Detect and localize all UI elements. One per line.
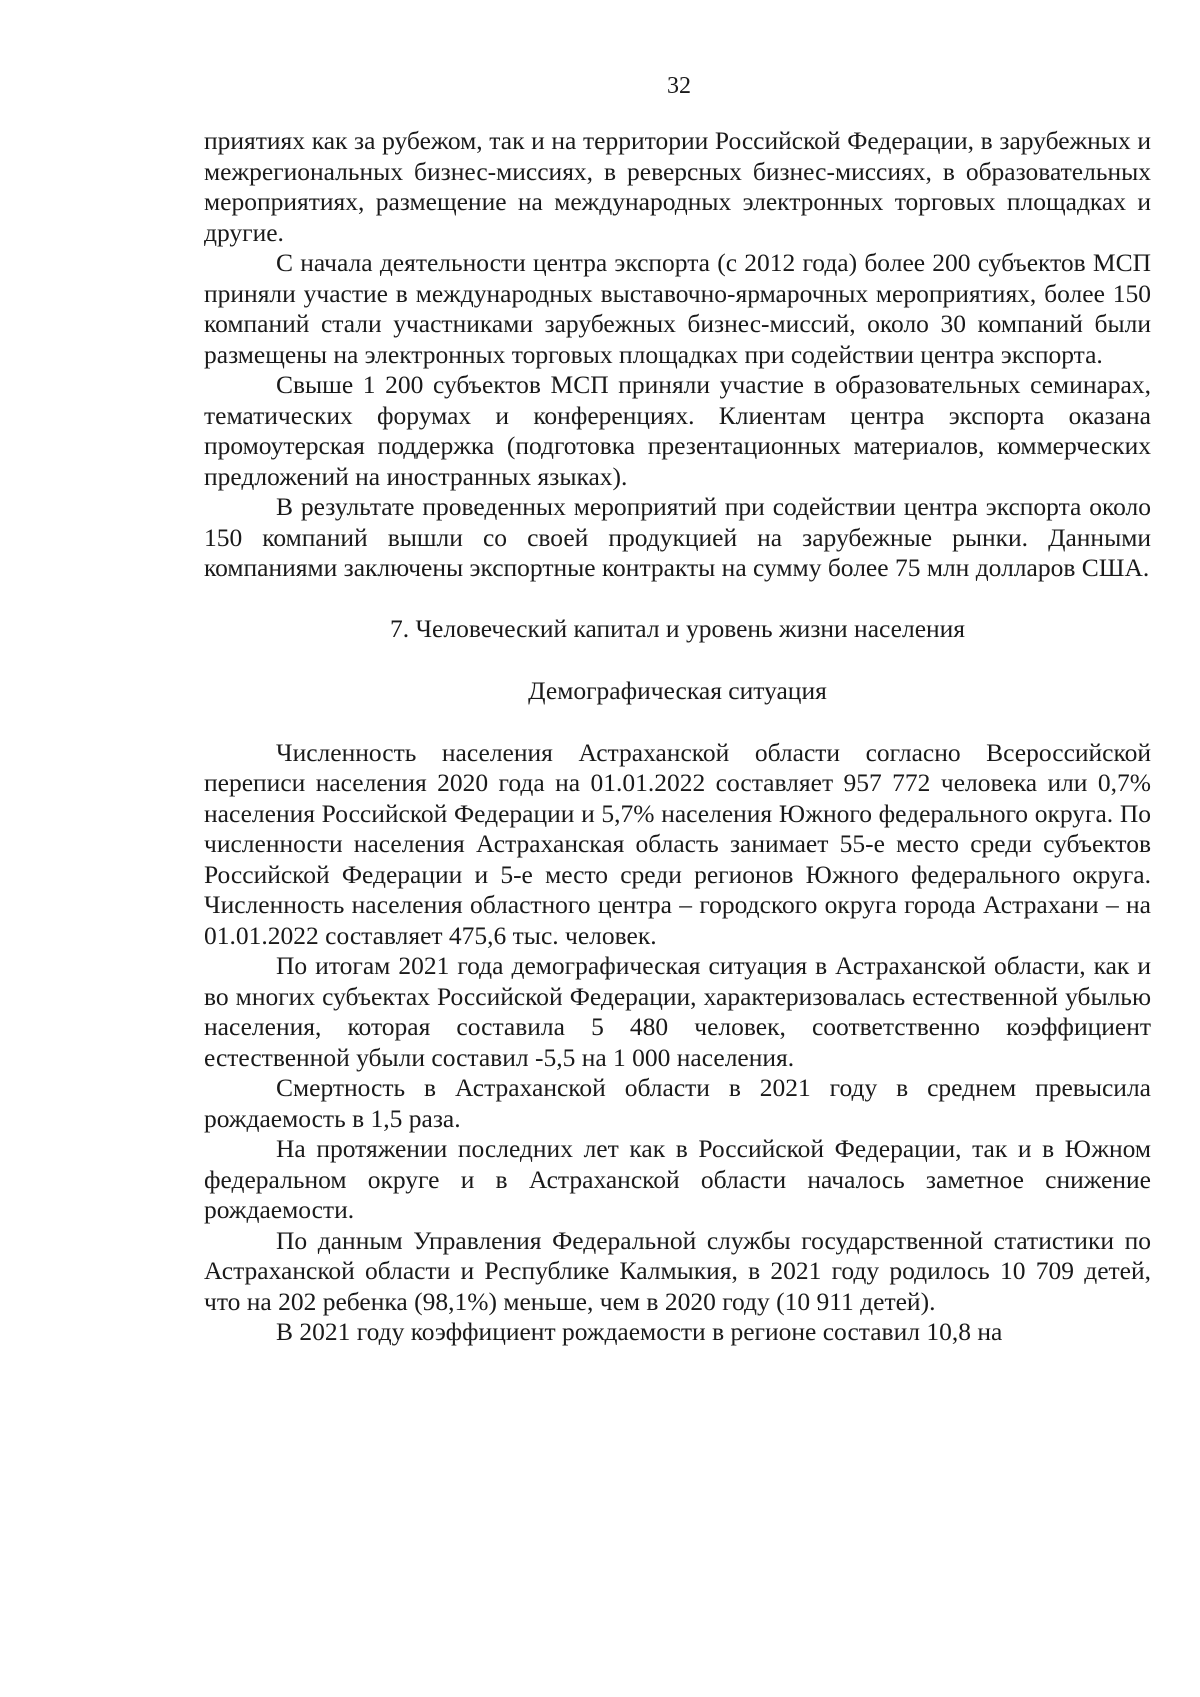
- paragraph-export-center-history: С начала деятельности центра экспорта (с 2012 года) более 200 субъектов МСП приняли участие в международных выставочно-ярмарочных мероприятиях, более 150 компаний стали участниками зарубежных бизнес-миссий, около 30 компаний были размещены на электронных торговых площадках при содействии центра экспорта.: [204, 248, 1151, 369]
- paragraph-education-support: Свыше 1 200 субъектов МСП приняли участие в образовательных семинарах, тематических форумах и конференциях. Клиентам центра экспорта оказана промоутерская поддержка (подготовка презентационных материалов, коммерческих предложений на иностранных языках).: [204, 370, 1151, 491]
- paragraph-continuation: приятиях как за рубежом, так и на территории Российской Федерации, в зарубежных и межрегиональных бизнес-миссиях, в реверсных бизнес-миссиях, в образовательных мероприятиях, размещение на международных электронных торговых площадках и другие.: [204, 126, 1151, 247]
- sub-heading: Демографическая ситуация: [528, 676, 827, 705]
- paragraph-natural-decline: По итогам 2021 года демографическая ситуация в Астраханской области, как и во многих субъектах Российской Федерации, характеризовалась естественной убылью населения, которая составила 5 480 человек, соответственно коэффициент естественной убыли составил -5,5 на 1 000 населения.: [204, 951, 1151, 1072]
- paragraph-export-results: В результате проведенных мероприятий при содействии центра экспорта около 150 компаний вышли со своей продукцией на зарубежные рынки. Данными компаниями заключены экспортные контракты на сумму более 75 млн долларов США.: [204, 492, 1151, 582]
- paragraph-birth-rate-decline: На протяжении последних лет как в Российской Федерации, так и в Южном федеральном округе и в Астраханской области началось заметное снижение рождаемости.: [204, 1134, 1151, 1224]
- paragraph-birth-coefficient: В 2021 году коэффициент рождаемости в регионе составил 10,8 на: [276, 1317, 1003, 1346]
- paragraph-births-2021: По данным Управления Федеральной службы государственной статистики по Астраханской области и Республике Калмыкия, в 2021 году родилось 10 709 детей, что на 202 ребенка (98,1%) меньше, чем в 2020 году (10 911 детей).: [204, 1225, 1151, 1316]
- document-body: [204, 126, 1151, 1348]
- page-number: 32: [667, 73, 691, 99]
- paragraph-population: Численность населения Астраханской области согласно Всероссийской переписи населения 2020 года на 01.01.2022 составляет 957 772 человека или 0,7% населения Российской Федерации и 5,7% населения Южного федерального округа. По численности населения Астраханская область занимает 55-е место среди субъектов Российской Федерации и 5-е место среди регионов Южного федерального округа. Численность населения областного центра – городского округа города Астрахани – на 01.01.2022 составляет 475,6 тыс. человек.: [204, 737, 1151, 950]
- paragraph-mortality: Смертность в Астраханской области в 2021 году в среднем превысила рождаемость в 1,5 раза.: [204, 1073, 1151, 1133]
- section-heading: 7. Человеческий капитал и уровень жизни населения: [389, 613, 966, 643]
